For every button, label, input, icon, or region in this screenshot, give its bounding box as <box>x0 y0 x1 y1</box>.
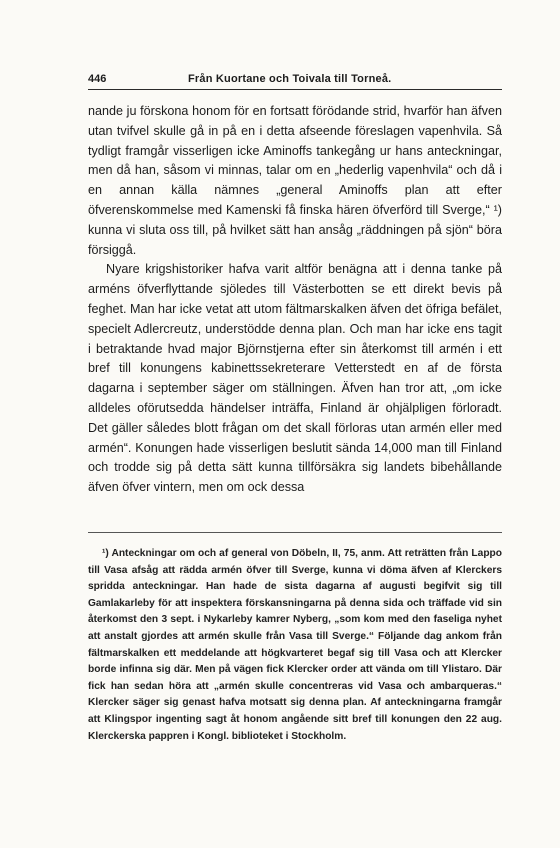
paragraph: Nyare krigshistoriker hafva varit altför benägna att i denna tanke på arméns öfverflyttande sjöledes till Västerbotten se ett direkt bevis på feghet. Man har icke vetat att utom fältmarskalken äfven det öfriga befälet, specielt Adlercreutz, understödde denna plan. Och man har icke ens tagit i betraktande hvad major Björnstjerna efter sin återkomst till armén i ett bref till konungens kabinettssekreterare Vetterstedt en af de första dagarna i september säger om ställningen. Äfven han tror att, „om icke alldeles oförutsedda händelser inträffa, Finland är ohjälpligen förloradt. Det gäller således blott frågan om det skall förloras utan armén eller med armén“. Konungen hade visserligen beslutit sända 14,000 man till Finland och trodde sig på detta sätt kunna tillförsäkra sig landets bibehållande äfven öfver vintern, men om ock dessa <box>88 262 502 495</box>
running-title: Från Kuortane och Toivala till Torneå. <box>188 73 392 85</box>
footnotes <box>88 546 502 745</box>
header-rule <box>88 89 502 90</box>
footnote-divider <box>88 532 502 533</box>
footnote: ¹) Anteckningar om och af general von Döbeln, II, 75, anm. Att reträtten från Lappo till Vasa afsåg att rädda armén öfver till Sverge, kunna vi döma äfven af Klerckers spridda anteckningar. Han hade de sista dagarna af augusti begifvit sig till Gamlakarleby för att inspektera förskansningarna på denna sida och träffade vid sin återkomst den 3 sept. i Nykarleby kamrer Nyberg, „som kom med den faseliga nyhet att anstalt gjordes att armén skulle från Vasa till Sverge.“ Följande dag ankom från fältmarskalken ett meddelande att högkvarteret begaf sig till Vasa och att Klercker borde infinna sig där. Men på vägen fick Klercker order att vända om till Ylistaro. Där fick han sedan höra att „armén skulle concentreras vid Vasa och ambarqueras.“ Klercker säger sig genast hafva motsatt sig denna plan. Af anteckningarna framgår att Klingspor ingenting sagt åt honom angående sitt bref till konungen den 22 aug. Klerckerska pappren i Kongl. biblioteket i Stockholm. <box>88 548 502 742</box>
page-header <box>88 70 502 92</box>
paragraph-continued: nande ju förskona honom för en fortsatt förödande strid, hvarför han äfven utan tvifvel skulle gå in på en i detta afseende föreslagen vapenhvila. Så tydligt framgår visserligen icke Aminoffs tankegång ur hans anteckningar, men då han, såsom vi minnas, talar om en „hederlig vapenhvila“ och då i en annan källa nämnes „general Aminoffs plan att efter öfverenskommelse med Kamenski få finska hären öfverförd till Sverge,“ ¹) kunna vi sluta oss till, på hvilket sätt han ansåg „räddningen på sjön“ böra försiggå. <box>88 104 502 257</box>
page-number: 446 <box>88 73 107 85</box>
main-text <box>88 102 502 498</box>
